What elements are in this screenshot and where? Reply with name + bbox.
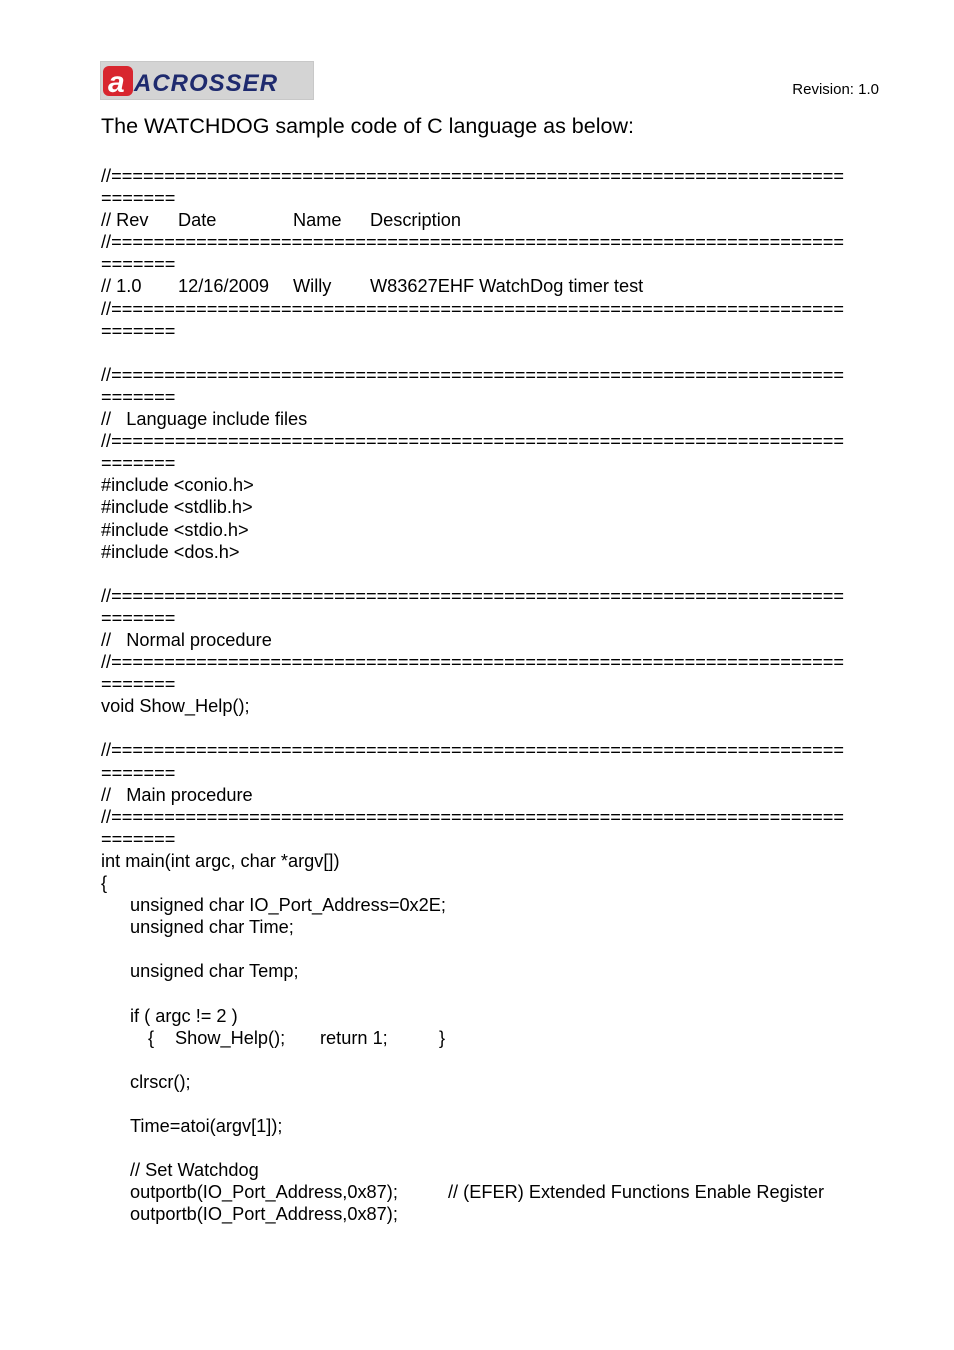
col-date: Date: [178, 210, 217, 231]
cell-date: 12/16/2009: [178, 276, 270, 297]
revision-label: Revision: 1.0: [792, 81, 879, 98]
logo-a-glyph: a: [108, 66, 125, 99]
separator-line: //=====================================================================: [101, 806, 844, 827]
include-line: #include <stdlib.h>: [101, 497, 253, 518]
code-line: [101, 1181, 891, 1203]
code-listing: [101, 165, 891, 1226]
history-header-row: [101, 209, 891, 231]
separator-line: //=====================================================================: [101, 431, 844, 452]
cell-description: W83627EHF WatchDog timer test: [370, 276, 644, 297]
col-description: Description: [370, 210, 461, 231]
separator-line-wrap: =======: [101, 674, 176, 695]
code-line: Time=atoi(argv[1]);: [130, 1116, 283, 1137]
separator-line-wrap: =======: [101, 828, 176, 849]
logo-wordmark: ACROSSER: [134, 70, 279, 97]
code-comment: // Set Watchdog: [130, 1160, 259, 1181]
separator-line-wrap: =======: [101, 453, 176, 474]
outportb-call: outportb(IO_Port_Address,0x87);: [130, 1182, 398, 1203]
if-call: Show_Help();: [175, 1027, 286, 1048]
function-declaration: void Show_Help();: [101, 696, 250, 717]
separator-line: //=====================================================================: [101, 232, 844, 253]
if-return: return 1;: [320, 1027, 388, 1048]
code-line: unsigned char IO_Port_Address=0x2E;: [130, 895, 446, 916]
separator-line: //=====================================================================: [101, 740, 844, 761]
main-signature: int main(int argc, char *argv[]): [101, 850, 340, 871]
separator-line-wrap: =======: [101, 254, 176, 275]
separator-line-wrap: =======: [101, 320, 176, 341]
col-rev: // Rev: [101, 210, 149, 231]
history-row: [101, 275, 891, 297]
logo-graphic: [101, 62, 313, 99]
outportb-comment: // (EFER) Extended Functions Enable Register: [448, 1182, 825, 1203]
if-open-brace: {: [148, 1027, 155, 1048]
section-title-includes: // Language include files: [101, 409, 308, 430]
separator-line: //=====================================================================: [101, 166, 844, 186]
code-line: outportb(IO_Port_Address,0x87);: [130, 1204, 398, 1225]
separator-line-wrap: =======: [101, 607, 176, 628]
if-close-brace: }: [439, 1027, 446, 1048]
if-body-line: [101, 1027, 891, 1049]
cell-rev: // 1.0: [101, 276, 142, 297]
separator-line: //=====================================================================: [101, 298, 844, 319]
separator-line: //=====================================================================: [101, 585, 844, 606]
acrosser-logo: [100, 61, 314, 100]
code-line: unsigned char Time;: [130, 917, 294, 938]
code-line: if ( argc != 2 ): [130, 1005, 238, 1026]
code-line: clrscr();: [130, 1071, 191, 1092]
separator-line-wrap: =======: [101, 188, 176, 209]
separator-line-wrap: =======: [101, 386, 176, 407]
separator-line-wrap: =======: [101, 762, 176, 783]
separator-line: //=====================================================================: [101, 364, 844, 385]
open-brace: {: [101, 873, 108, 893]
separator-line: //=====================================================================: [101, 652, 844, 673]
col-name: Name: [293, 210, 342, 231]
include-line: #include <conio.h>: [101, 475, 254, 496]
code-line: unsigned char Temp;: [130, 961, 299, 982]
include-line: #include <stdio.h>: [101, 519, 249, 540]
section-title-normal: // Normal procedure: [101, 629, 272, 650]
section-title-main: // Main procedure: [101, 784, 253, 805]
include-line: #include <dos.h>: [101, 541, 240, 562]
page-heading: The WATCHDOG sample code of C language as below:: [101, 114, 634, 138]
cell-name: Willy: [293, 276, 332, 297]
